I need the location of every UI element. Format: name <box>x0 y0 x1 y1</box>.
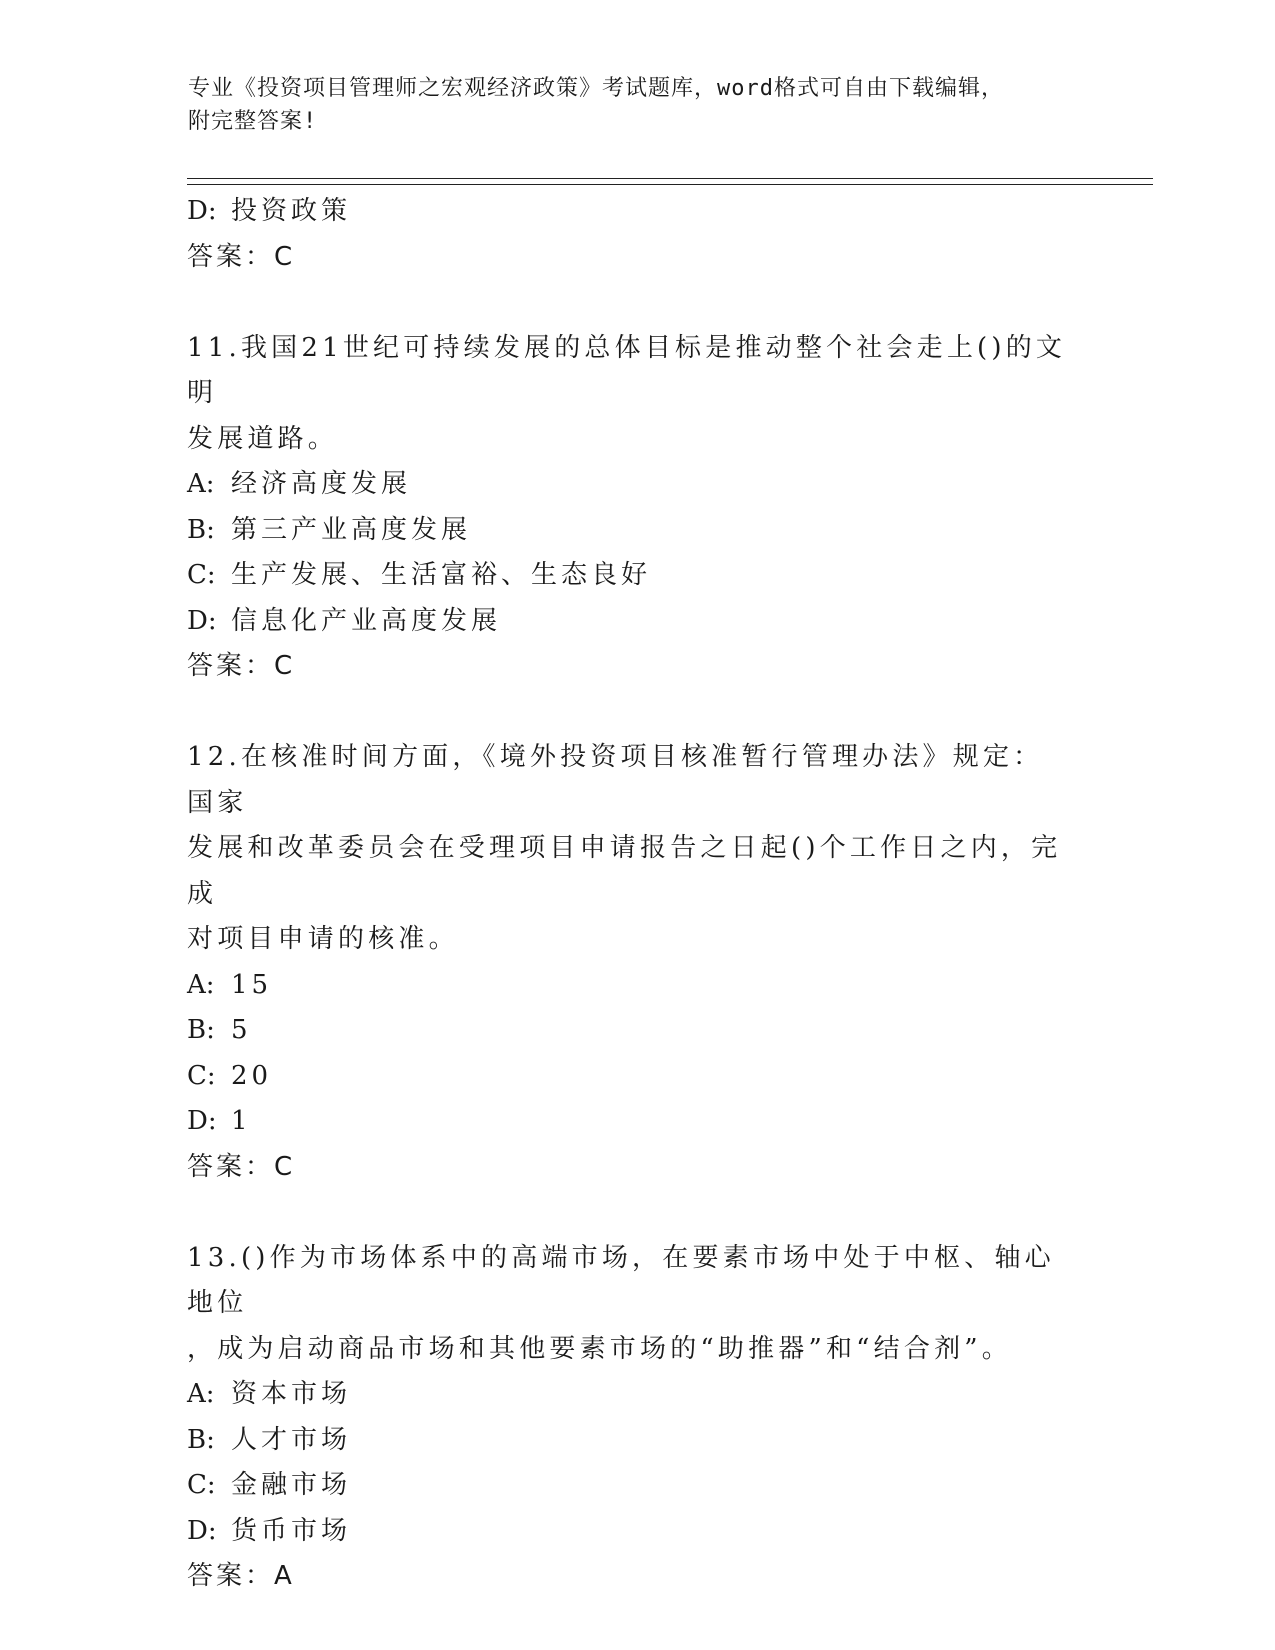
option-text: 金融市场 <box>231 1470 352 1500</box>
question-text <box>187 326 1067 417</box>
option-d <box>187 599 1087 645</box>
option-d <box>187 1099 1087 1145</box>
option-c <box>187 1054 1087 1100</box>
question-line: 我国21世纪可持续发展的总体目标是推动整个社会走上()的文明 <box>187 332 1067 408</box>
question-text-continued: 发展道路。 <box>187 423 339 454</box>
question-text-continued: ，成为启动商品市场和其他要素市场的“助推器”和“结合剂”。 <box>187 1333 1012 1364</box>
option-text: 5 <box>231 1015 252 1045</box>
option-b <box>187 1008 1087 1054</box>
question-text-continued: 发展和改革委员会在受理项目申请报告之日起()个工作日之内，完成 <box>187 833 1062 909</box>
header-line-1: 专业《投资项目管理师之宏观经济政策》考试题库，word格式可自由下载编辑， <box>188 76 1004 101</box>
option-text: 人才市场 <box>231 1424 352 1455</box>
option-b <box>187 1418 1087 1464</box>
question-line: ()作为市场体系中的高端市场，在要素市场中处于中枢、轴心地位 <box>187 1242 1055 1318</box>
option-text: 1 <box>231 1106 252 1136</box>
question-11 <box>187 326 1087 690</box>
spacer <box>187 1190 1087 1236</box>
spacer <box>187 690 1087 736</box>
option-text: 生产发展、生活富裕、生态良好 <box>231 560 652 590</box>
option-key: D: <box>187 196 217 226</box>
answer-line: 答案：C <box>187 241 296 272</box>
option-text: 信息化产业高度发展 <box>231 605 502 636</box>
option-text: 经济高度发展 <box>231 469 412 499</box>
option-a <box>187 963 1087 1009</box>
document-header <box>188 72 1068 138</box>
option-key: D: <box>187 1515 217 1546</box>
option-text: 资本市场 <box>231 1379 352 1409</box>
header-divider-bottom <box>187 184 1153 185</box>
option-key: C: <box>187 1470 216 1500</box>
question-12 <box>187 735 1087 1190</box>
option-text: 投资政策 <box>231 196 352 226</box>
option-key: C: <box>187 1060 216 1091</box>
option-key: A: <box>187 969 215 1000</box>
option-c <box>187 553 1087 599</box>
option-key: A: <box>187 1379 215 1409</box>
option-key: C: <box>187 560 216 590</box>
spacer <box>187 280 1087 326</box>
question-13 <box>187 1236 1087 1600</box>
option-c <box>187 1463 1087 1509</box>
question-number: 13. <box>187 1242 241 1273</box>
option-d <box>187 1509 1087 1555</box>
question-text <box>187 735 1067 826</box>
option-a <box>187 1372 1087 1418</box>
option-text: 第三产业高度发展 <box>231 514 472 545</box>
question-text <box>187 1236 1067 1327</box>
answer-line: 答案：C <box>187 651 296 681</box>
option-d <box>187 189 1087 235</box>
answer-line: 答案：A <box>187 1561 295 1591</box>
question-line: 在核准时间方面，《境外投资项目核准暂行管理办法》规定：国家 <box>187 742 1044 818</box>
header-line-2: 附完整答案! <box>188 109 318 134</box>
question-number: 12. <box>187 742 241 772</box>
question-number: 11. <box>187 332 241 363</box>
option-key: D: <box>187 1106 217 1136</box>
option-a <box>187 462 1087 508</box>
question-content <box>187 189 1087 1600</box>
option-key: B: <box>187 1015 215 1045</box>
option-key: B: <box>187 1424 215 1455</box>
question-text-continued: 对项目申请的核准。 <box>187 924 459 954</box>
option-text: 货币市场 <box>231 1515 352 1546</box>
header-divider-top <box>187 178 1153 179</box>
option-b <box>187 508 1087 554</box>
option-key: B: <box>187 514 215 545</box>
option-text: 20 <box>231 1060 273 1091</box>
option-key: D: <box>187 605 217 636</box>
answer-line: 答案：C <box>187 1151 296 1182</box>
option-key: A: <box>187 469 215 499</box>
option-text: 15 <box>231 969 273 1000</box>
